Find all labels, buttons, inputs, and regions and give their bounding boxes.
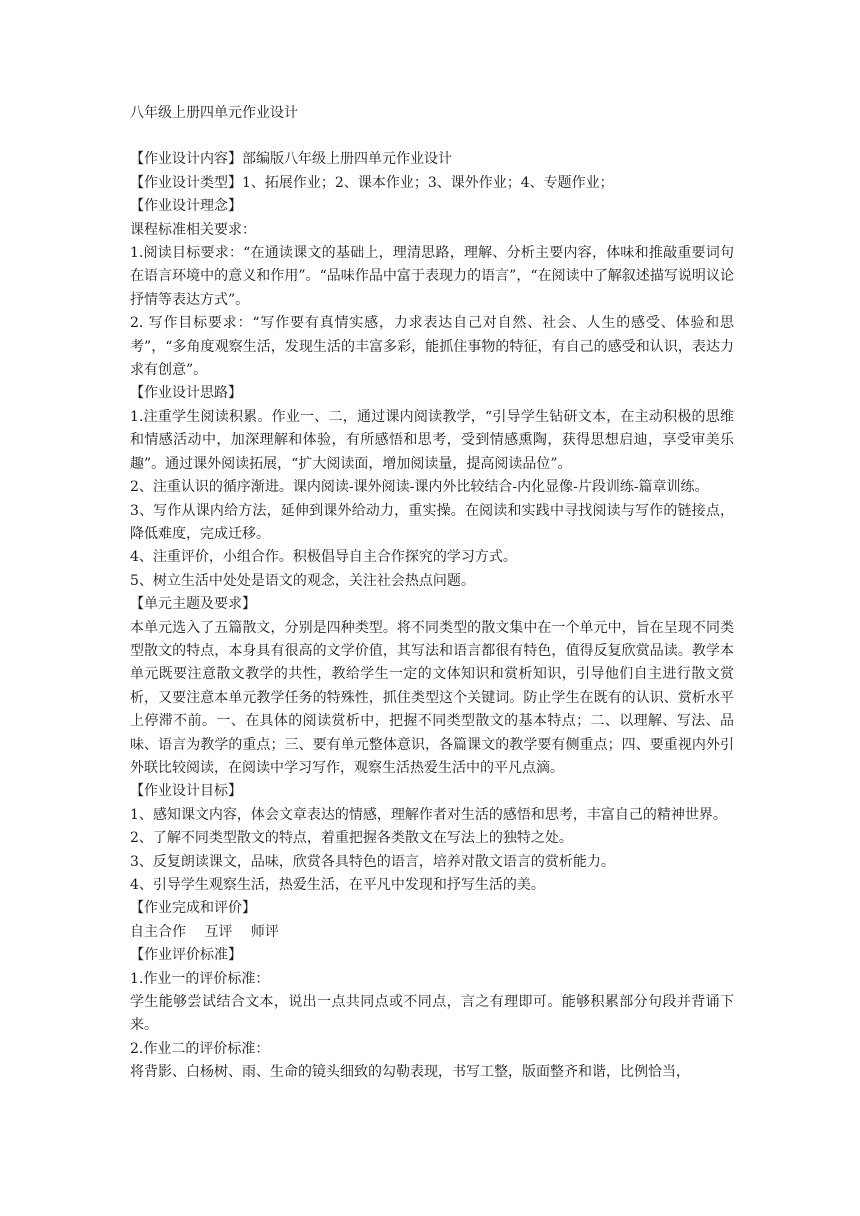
section-heading: 【单元主题及要求】 — [130, 596, 256, 613]
section-heading: 【作业设计理念】 — [130, 198, 242, 215]
paragraph: 本单元选入了五篇散文，分别是四种类型。将不同类型的散文集中在一个单元中，旨在呈现不同类型散文的特点，本身具有很高的文学价值，其写法和语言都很有特色，值得反复欣赏品读。教学本单元既要注意散文教学的共性，教给学生一定的文体知识和赏析知识，引导他们自主进行散文赏析，又要注意本单元教学任务的特殊性，抓住类型这个关键词。防止学生在既有的认识、赏析水平上停滞不前。一、在具体的阅读赏析中，把握不同类型散文的基本特点；二、以理解、写法、品味、语言为教学的重点；三、要有单元整体意识，各篇课文的教学要有侧重点；四、要重视内外引外联比较阅读，在阅读中学习写作，观察生活热爱生活中的平凡点滴。 — [130, 619, 734, 776]
paragraph: 1.作业一的评价标准： — [130, 970, 270, 987]
section-heading: 【作业评价标准】 — [130, 947, 242, 964]
paragraph: 1、感知课文内容，体会文章表达的情感，理解作者对生活的感悟和思考，丰富自己的精神世界。 — [130, 806, 727, 823]
paragraph: 5、树立生活中处处是语文的观念，关注社会热点问题。 — [130, 572, 475, 589]
paragraph: 自主合作 互评 师评 — [130, 923, 279, 940]
paragraph: 【作业设计内容】部编版八年级上册四单元作业设计 — [130, 151, 452, 168]
paragraph: 学生能够尝试结合文本，说出一点共同点或不同点，言之有理即可。能够积累部分句段并背诵下来。 — [130, 994, 734, 1034]
paragraph: 2、了解不同类型散文的特点，着重把握各类散文在写法上的独特之处。 — [130, 830, 573, 847]
document-title: 八年级上册四单元作业设计 — [130, 105, 298, 121]
document-page — [130, 102, 734, 1085]
paragraph: 1.阅读目标要求：“在通读课文的基础上，理清思路，理解、分析主要内容，体味和推敲重要词句在语言环境中的意义和作用”。“品味作品中富于表现力的语言”，“在阅读中了解叙述描写说明议论抒情等表达方式”。 — [130, 245, 734, 308]
section-heading: 【作业设计思路】 — [130, 385, 242, 402]
paragraph: 将背影、白杨树、雨、生命的镜头细致的勾勒表现，书写工整，版面整齐和谐，比例恰当， — [130, 1064, 690, 1081]
paragraph: 1.注重学生阅读积累。作业一、二，通过课内阅读教学，“引导学生钻研文本，在主动积极的思维和情感活动中，加深理解和体验，有所感悟和思考，受到情感熏陶，获得思想启迪，享受审美乐趣”。通过课外阅读拓展，“扩大阅读面，增加阅读量，提高阅读品位”。 — [130, 408, 734, 472]
section-heading: 【作业完成和评价】 — [130, 900, 256, 917]
paragraph: 2、注重认识的循序渐进。课内阅读-课外阅读-课内外比较结合-内化显像-片段训练-篇章训练。 — [130, 479, 709, 496]
section-heading: 【作业设计目标】 — [130, 783, 242, 800]
paragraph: 3、反复朗读课文，品味，欣赏各具特色的语言，培养对散文语言的赏析能力。 — [130, 853, 615, 870]
paragraph: 4、注重评价，小组合作。积极倡导自主合作探究的学习方式。 — [130, 549, 517, 566]
paragraph: 2.作业二的评价标准： — [130, 1040, 270, 1057]
paragraph: 【作业设计类型】1、拓展作业；2、课本作业；3、课外作业；4、专题作业； — [130, 174, 614, 191]
paragraph: 4、引导学生观察生活，热爱生活，在平凡中发现和抒写生活的美。 — [130, 877, 545, 893]
paragraph: 课程标准相关要求： — [130, 221, 256, 238]
paragraph: 3、写作从课内给方法，延伸到课外给动力，重实操。在阅读和实践中寻找阅读与写作的链接点，降低难度，完成迁移。 — [130, 502, 734, 542]
paragraph: 2. 写作目标要求：“写作要有真情实感，力求表达自己对自然、社会、人生的感受、体验和思考”，“多角度观察生活，发现生活的丰富多彩，能抓住事物的特征，有自己的感受和认识，表达力求有创意”。 — [130, 315, 734, 379]
